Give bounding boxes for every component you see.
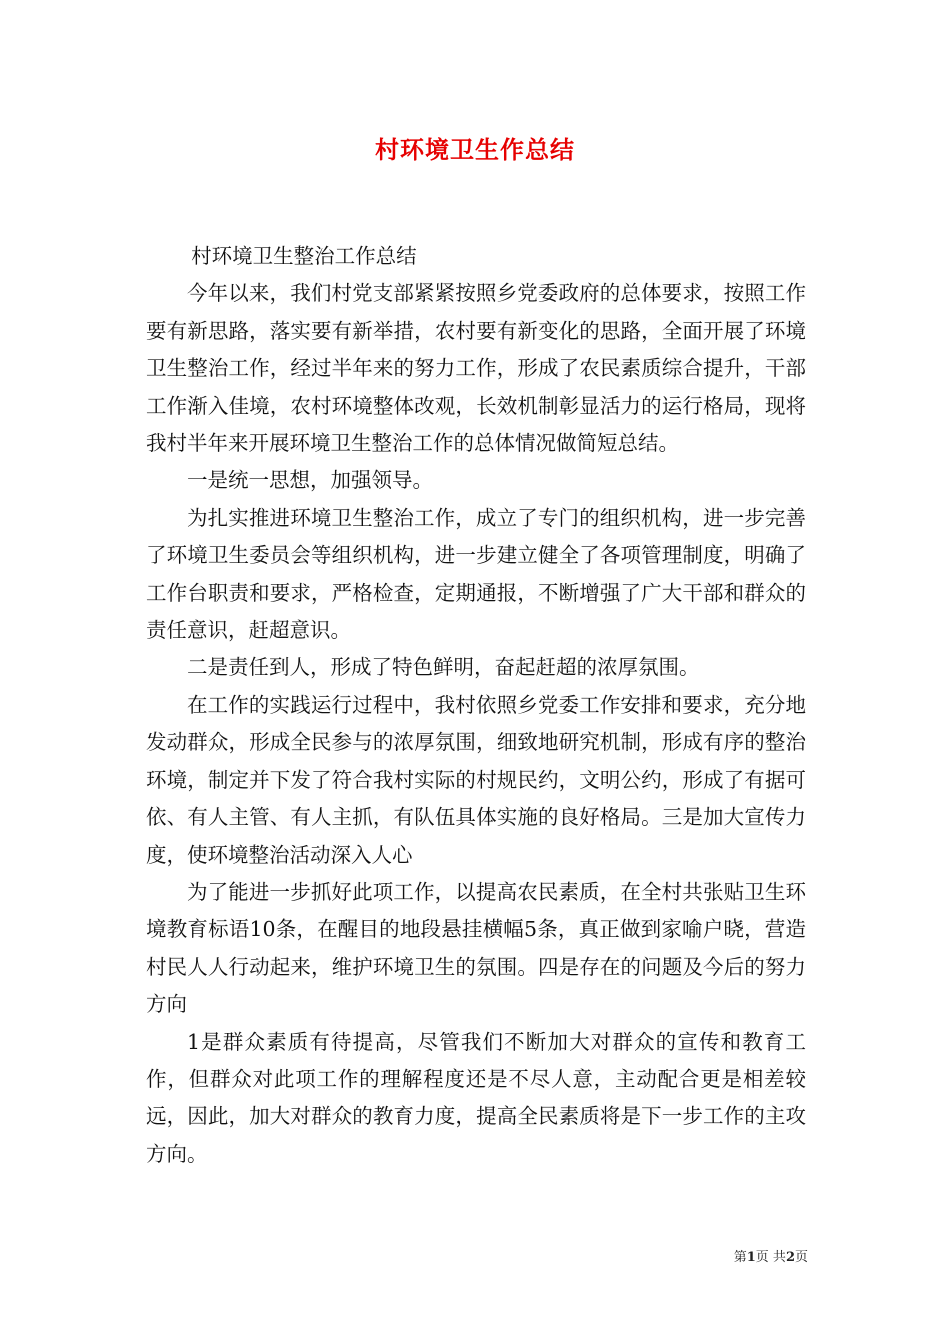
footer-middle: 页 共 bbox=[755, 1250, 786, 1265]
paragraph-point-one-heading: 一是统一思想，加强领导。 bbox=[187, 468, 433, 493]
document-title: 村环境卫生作总结 bbox=[375, 135, 575, 164]
footer-suffix: 页 bbox=[794, 1250, 808, 1265]
page-number-footer bbox=[708, 1249, 808, 1267]
paragraph-point-three-body: 为了能进一步抓好此项工作，以提高农民素质，在全村共张贴卫生环境教育标语10条，在醒目的地段悬挂横幅5条，真正做到家喻户晓，营造村民人人行动起来，维护环境卫生的氛围。四是存在的问题及今后的努力方向 bbox=[146, 879, 806, 1017]
section-subtitle: 村环境卫生整治工作总结 bbox=[191, 244, 417, 268]
current-page-number: 1 bbox=[746, 1250, 756, 1265]
paragraph-point-four-body: 1是群众素质有待提高，尽管我们不断加大对群众的宣传和教育工作，但群众对此项工作的理解程度还是不尽人意，主动配合更是相差较远，因此，加大对群众的教育力度，提高全民素质将是下一步工作的主攻方向。 bbox=[146, 1029, 806, 1166]
paragraph-point-two-heading: 二是责任到人，形成了特色鲜明，奋起赶超的浓厚氛围。 bbox=[187, 655, 700, 680]
footer-prefix: 第 bbox=[733, 1250, 747, 1265]
paragraph-intro: 今年以来，我们村党支部紧紧按照乡党委政府的总体要求，按照工作要有新思路，落实要有新举措，农村要有新变化的思路，全面开展了环境卫生整治工作，经过半年来的努力工作，形成了农民素质综合提升，干部工作渐入佳境，农村环境整体改观，长效机制彰显活力的运行格局，现将我村半年来开展环境卫生整治工作的总体情况做简短总结。 bbox=[146, 281, 806, 456]
paragraph-point-two-body: 在工作的实践运行过程中，我村依照乡党委工作安排和要求，充分地发动群众，形成全民参与的浓厚氛围，细致地研究机制，形成有序的整治环境，制定并下发了符合我村实际的村规民约，文明公约，形成了有据可依、有人主管、有人主抓，有队伍具体实施的良好格局。三是加大宣传力度，使环境整治活动深入人心 bbox=[146, 692, 806, 867]
total-page-number: 2 bbox=[785, 1250, 795, 1265]
paragraph-point-one-body: 为扎实推进环境卫生整治工作，成立了专门的组织机构，进一步完善了环境卫生委员会等组织机构，进一步建立健全了各项管理制度，明确了工作台职责和要求，严格检查，定期通报，不断增强了广大干部和群众的责任意识，赶超意识。 bbox=[146, 505, 806, 643]
document-body bbox=[146, 238, 806, 1173]
